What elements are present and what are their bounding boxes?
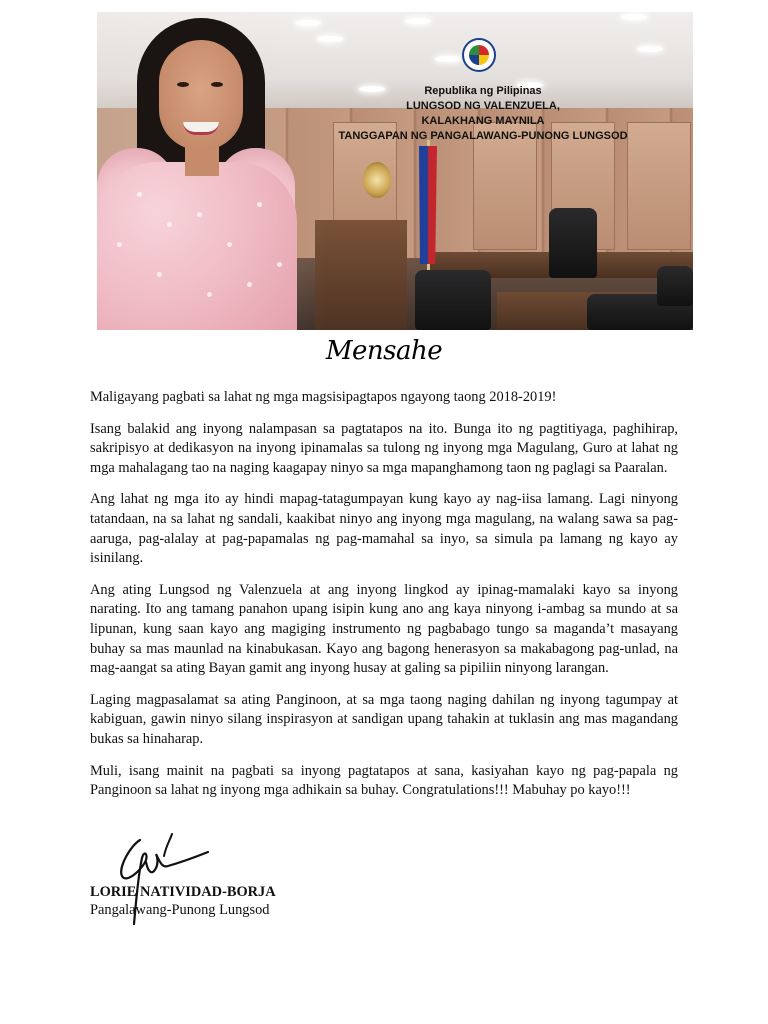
signatory-position: Pangalawang-Punong Lungsod — [90, 902, 270, 918]
office-header — [330, 84, 636, 144]
dress-sequin — [137, 192, 142, 197]
header-republic: Republika ng Pilipinas — [424, 85, 542, 97]
paragraph-gratitude: Laging magpasalamat sa ating Panginoon, at sa mga taong naging dahilan ng inyong tagumpay at kabiguan, gawin ninyo silang inspirasyon at sandigan upang tahakin at tuklasin ang mas magandang bukas sa hinaharap. — [90, 691, 678, 747]
dress-sequin — [167, 222, 172, 227]
city-seal-emblem — [469, 45, 489, 65]
ceiling-light — [621, 14, 647, 20]
signatory-name: LORIE NATIVIDAD-BORJA — [90, 884, 276, 900]
chair — [549, 208, 597, 278]
city-seal-logo — [462, 38, 496, 72]
paragraph-city: Ang ating Lungsod ng Valenzuela at ang inyong lingkod ay ipinag-mamalaki kayo sa inyong narating. Ito ang tamang panahon upang isipin kung ano ang kaya ninyong i-ambag sa mundo at sa lipunan, kung saan kayo ang magiging instrumento ng pagbabago tungo sa maganda’t masayang buhay sa mas maunlad na kinabukasan. Kayo ang bagong henerasyon sa makabagong pag-unlad, na mag-aangat sa ating Bayan gamit ang inyong husay at galing sa pipiliin ninyong larangan. — [90, 581, 678, 677]
philippine-flag — [419, 146, 437, 264]
chair — [657, 266, 693, 306]
message-title: Mensahe — [325, 336, 443, 366]
portrait-eye — [177, 82, 189, 87]
paragraph-greeting: Maligayang pagbati sa lahat ng mga magsisipagtapos ngayong taong 2018-2019! — [90, 389, 557, 405]
header-banner-photo — [97, 12, 693, 330]
ceiling-light — [637, 46, 663, 52]
dress-sequin — [157, 272, 162, 277]
header-city: LUNGSOD NG VALENZUELA, — [406, 100, 560, 112]
header-region: KALAKHANG MAYNILA — [421, 115, 545, 127]
dress-sequin — [197, 212, 202, 217]
portrait-eye — [211, 82, 223, 87]
ceiling-light — [435, 56, 461, 62]
dress-sequin — [117, 242, 122, 247]
dress-sequin — [257, 202, 262, 207]
message-body — [90, 388, 678, 813]
dress-sequin — [227, 242, 232, 247]
wall-panel — [627, 122, 691, 250]
dress-sequin — [277, 262, 282, 267]
portrait-photo — [97, 12, 307, 330]
header-office: TANGGAPAN NG PANGALAWANG-PUNONG LUNGSOD — [338, 130, 628, 142]
wall-seal-emblem — [363, 162, 391, 198]
dress-sequin — [247, 282, 252, 287]
portrait-dress — [97, 162, 297, 330]
paragraph-parents: Ang lahat ng mga ito ay hindi mapag-tatagumpayan kung kayo ay nag-iisa lamang. Lagi ninyong tatandaan, na sa lahat ng sandali, kaakibat ninyo ang inyong mga magulang, na walang sawa sa pag-aaruga, pag-alalay at pag-papamalas ng pag-mamahal sa inyo, sa simula pa lamang ng kayo ay isinilang. — [90, 491, 678, 567]
paragraph-closing: Muli, isang mainit na pagbati sa inyong pagtatapos at sana, kasiyahan kayo ng pag-papala ng Panginoon sa lahat ng inyong mga adhikain sa buhay. Congratulations!!! Mabuhay po kayo!!! — [90, 762, 678, 799]
portrait-neck — [185, 146, 219, 176]
dress-sequin — [207, 292, 212, 297]
ceiling-light — [405, 18, 431, 24]
paragraph-achievement: Isang balakid ang inyong nalampasan sa pagtatapos na ito. Bunga ito ng pagtitiyaga, paghihirap, sakripisyo at dedikasyon na inyong ipinamalas sa tulong ng inyong mga Magulang, Guro at lahat ng mga mahalagang tao na naging kaagapay ninyo sa mga mapanghamong taon ng paglagi sa Paaralan. — [90, 420, 678, 476]
chair — [415, 270, 491, 330]
podium — [315, 220, 407, 330]
